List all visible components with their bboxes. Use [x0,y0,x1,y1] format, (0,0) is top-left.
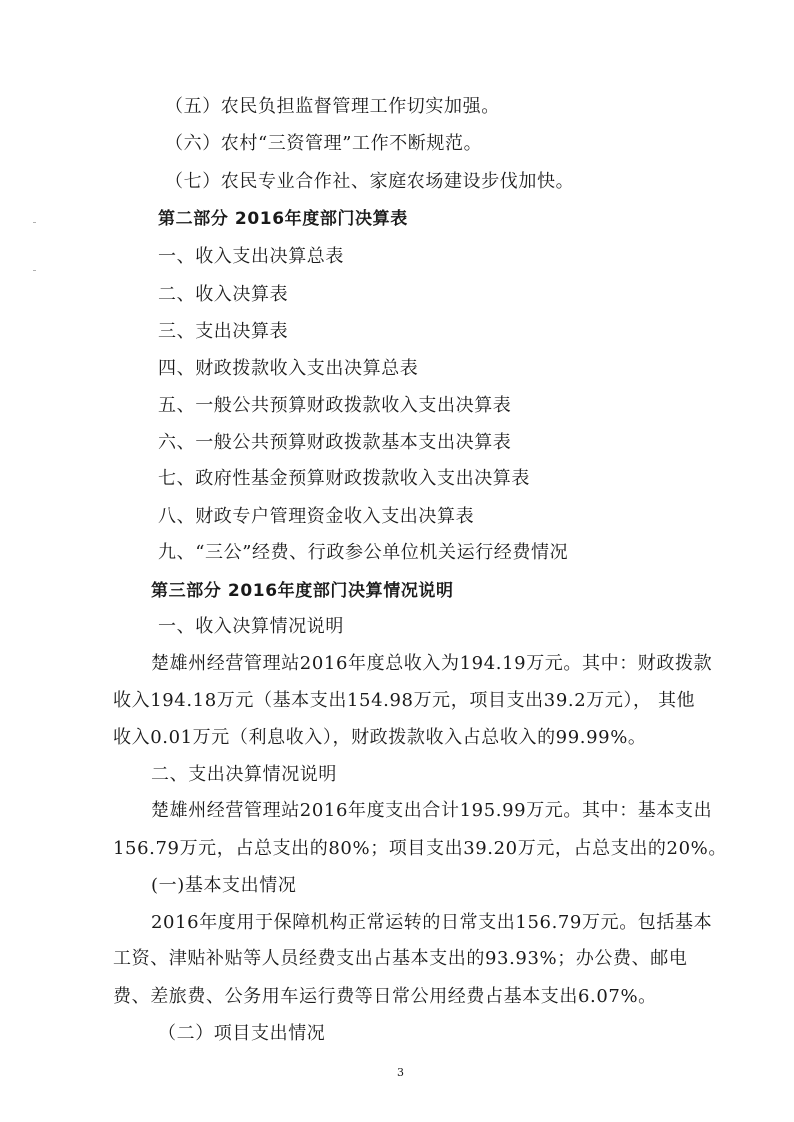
list-item: 八、财政专户管理资金收入支出决算表 [158,506,475,527]
paragraph-line: 收入0.01万元（利息收入），财政拨款收入占总收入的99.99%。 [113,727,647,748]
list-item: 六、一般公共预算财政拨款基本支出决算表 [158,432,512,453]
paragraph-line: 楚雄州经营管理站2016年度总收入为194.19万元。其中：财政拨款 [151,653,713,674]
paragraph-line: 楚雄州经营管理站2016年度支出合计195.99万元。其中：基本支出 [151,800,713,821]
paragraph-line: 收入194.18万元（基本支出154.98万元，项目支出39.2万元）， 其他 [113,690,696,711]
list-item: 三、支出决算表 [158,321,289,342]
paragraph-line: 费、差旅费、公务用车运行费等日常公用经费占基本支出6.07%。 [113,986,657,1007]
section-heading: 第二部分 2016年度部门决算表 [158,209,408,229]
scan-mark [33,222,36,223]
text-line: （六）农村“三资管理”工作不断规范。 [165,133,483,154]
list-item: 二、收入决算表 [158,284,289,305]
subheading: (一)基本支出情况 [151,875,297,896]
list-item: 九、“三公”经费、行政参公单位机关运行经费情况 [158,542,569,563]
paragraph-line: 2016年度用于保障机构正常运转的日常支出156.79万元。包括基本 [151,912,713,933]
list-item: 七、政府性基金预算财政拨款收入支出决算表 [158,468,530,489]
text-line: （七）农民专业合作社、家庭农场建设步伐加快。 [165,171,575,192]
subheading: 二、支出决算情况说明 [151,764,337,785]
paragraph-line: 工资、津贴补贴等人员经费支出占基本支出的93.93%；办公费、邮电 [113,948,688,969]
subheading: 一、收入决算情况说明 [158,616,344,637]
paragraph-line: 156.79万元，占总支出的80%；项目支出39.20万元，占总支出的20%。 [113,838,727,859]
text-line: （五）农民负担监督管理工作切实加强。 [165,96,500,117]
scan-mark [33,270,36,271]
section-heading: 第三部分 2016年度部门决算情况说明 [151,581,454,601]
list-item: 四、财政拨款收入支出决算总表 [158,358,419,379]
list-item: 五、一般公共预算财政拨款收入支出决算表 [158,395,512,416]
page-number: 3 [397,1066,404,1079]
list-item: 一、收入支出决算总表 [158,246,344,267]
subheading: （二）项目支出情况 [158,1023,326,1044]
